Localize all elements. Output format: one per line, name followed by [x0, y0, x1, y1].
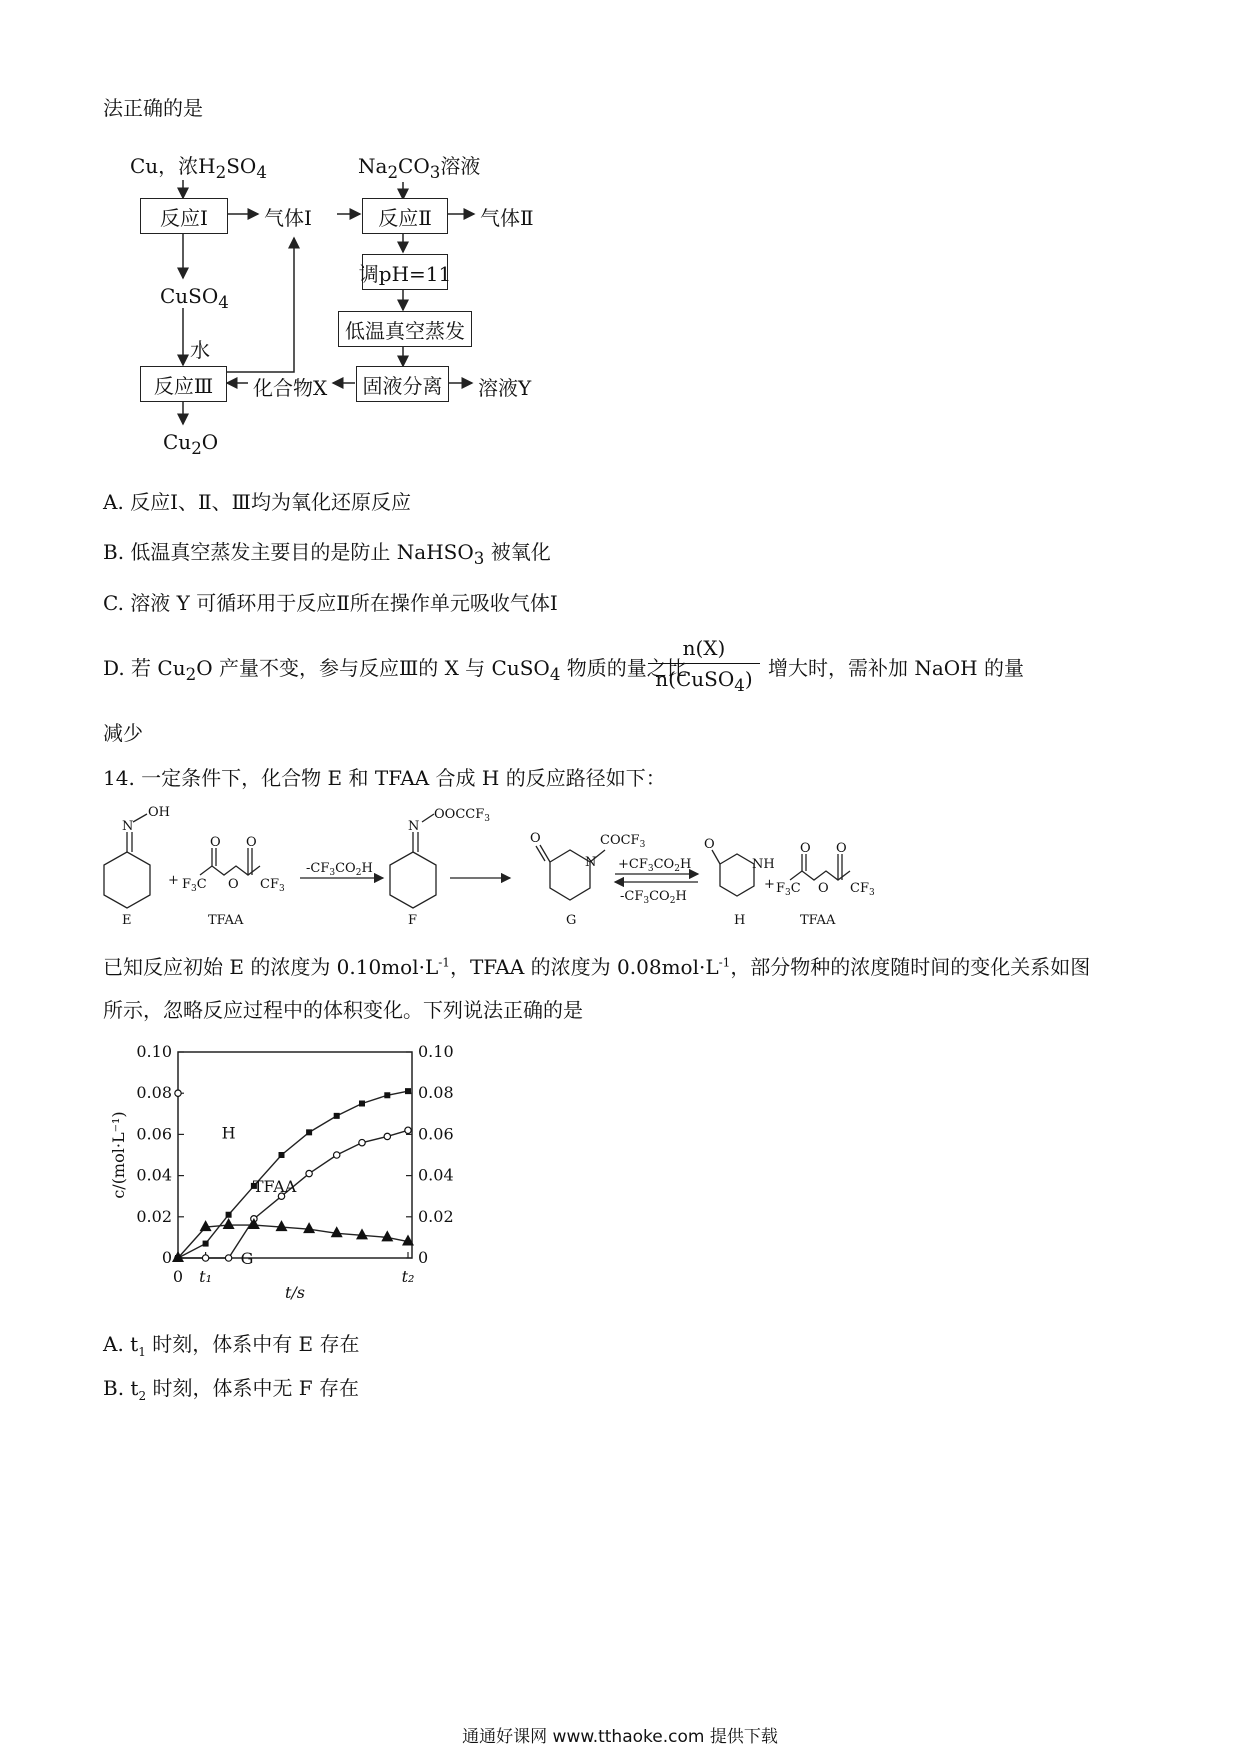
option-c: C. 溶液 Y 可循环用于反应Ⅱ所在操作单元吸收气体Ⅰ — [103, 591, 558, 615]
cu2o-label: $Cu_2O$ — [163, 430, 219, 458]
point-h — [279, 1152, 285, 1158]
y-tick-label-right: 0.10 — [418, 1042, 454, 1061]
fraction-bar — [648, 663, 760, 664]
piperidone-ring-g — [550, 850, 590, 900]
point-g — [248, 1218, 260, 1229]
scheme-eq-top: $+CF_3CO_2H$ — [618, 857, 692, 874]
x-tick-label: t₁ — [199, 1267, 213, 1286]
scheme-oocccf3: $OOCCF_3$ — [434, 807, 490, 824]
point-g — [381, 1230, 393, 1241]
scheme-cf3-2: $CF_3$ — [850, 881, 875, 898]
reaction-1-box: 反应Ⅰ — [140, 198, 228, 234]
ratio-fraction — [648, 636, 760, 695]
series-line-g — [178, 1225, 408, 1258]
scheme-label-e: E — [122, 913, 132, 928]
point-initial-tfaa — [175, 1090, 181, 1096]
evaporate-box: 低温真空蒸发 — [338, 311, 472, 347]
footer-watermark: 通通好课网 www.tthaoke.com 提供下载 — [462, 1727, 778, 1747]
y-tick-label-right: 0.02 — [418, 1206, 454, 1226]
fraction-numerator: n(X) — [682, 636, 726, 660]
y-tick-label-right: 0.08 — [418, 1083, 454, 1103]
question-14-stem: 14. 一定条件下，化合物 E 和 TFAA 合成 H 的反应路径如下： — [103, 766, 666, 790]
point-g — [356, 1228, 368, 1239]
point-tfaa — [202, 1255, 208, 1261]
series-label-tfaa: TFAA — [252, 1177, 297, 1197]
x-tick-label: 0 — [172, 1267, 184, 1286]
scheme-label-h: H — [734, 913, 746, 928]
solution-y-label: 溶液Y — [478, 376, 532, 400]
x-tick-label: t₂ — [401, 1267, 415, 1286]
adjust-ph-box: 调pH=11 — [362, 254, 448, 290]
input-cu-h2so4: Cu，浓$H_2SO_4$ — [130, 154, 267, 182]
point-g — [200, 1220, 212, 1231]
y-tick-label-left: 0.06 — [136, 1124, 172, 1144]
cuso4-label: CuSO$_4$ — [160, 284, 229, 312]
separate-box: 固液分离 — [356, 366, 449, 402]
scheme-o-top-4: O — [836, 841, 847, 856]
fraction-denominator: n(CuSO$_4$) — [655, 667, 753, 695]
scheme-o-top-2: O — [246, 835, 257, 850]
point-tfaa — [306, 1170, 312, 1176]
x-axis-label: t/s — [284, 1283, 306, 1302]
scheme-label-f: F — [408, 913, 418, 928]
scheme-arrow1-label: $-CF_3CO_2H$ — [306, 861, 373, 878]
option-d-continued: 减少 — [103, 721, 143, 745]
scheme-nh: NH — [752, 857, 775, 872]
scheme-o-h: O — [704, 837, 715, 852]
y-tick-label-left: 0.10 — [136, 1042, 172, 1061]
point-g — [331, 1226, 343, 1237]
scheme-label-tfaa-2: TFAA — [800, 913, 836, 928]
scheme-label-g: G — [566, 913, 577, 928]
y-tick-label-left: 0 — [161, 1248, 172, 1267]
scheme-n-e: N — [122, 819, 134, 834]
scheme-o-bridge-2: O — [818, 881, 829, 896]
point-tfaa — [384, 1133, 390, 1139]
y-tick-label-left: 0.02 — [136, 1206, 172, 1226]
y-tick-label-right: 0 — [418, 1248, 429, 1267]
series-label-g: G — [240, 1249, 254, 1269]
scheme-eq-bottom: $-CF_3CO_2H$ — [620, 889, 687, 906]
scheme-cf3-1: $CF_3$ — [260, 877, 285, 894]
gas-1-label: 气体Ⅰ — [264, 206, 312, 230]
water-label: 水 — [190, 338, 210, 362]
scheme-plus-2: + — [764, 877, 775, 892]
reaction-3-box: 反应Ⅲ — [140, 366, 227, 402]
point-tfaa — [334, 1152, 340, 1158]
point-h — [405, 1088, 411, 1094]
scheme-f3c-1: $F_3C$ — [182, 877, 207, 894]
gas-2-label: 气体Ⅱ — [480, 206, 534, 230]
option-a: A. 反应Ⅰ、Ⅱ、Ⅲ均为氧化还原反应 — [103, 490, 411, 514]
option-14-a: A. $t_1$ 时刻，体系中有 E 存在 — [103, 1332, 360, 1359]
scheme-f3c-2: $F_3C$ — [776, 881, 801, 898]
scheme-n-g: N — [585, 855, 597, 870]
option-d-tail: 增大时，需补加 NaOH 的量 — [768, 656, 1024, 680]
y-tick-label-left: 0.04 — [136, 1165, 172, 1185]
point-g — [276, 1220, 288, 1231]
scheme-plus-1: + — [168, 873, 179, 888]
point-tfaa — [359, 1139, 365, 1145]
input-na2co3: $Na_2CO_3$溶液 — [358, 154, 481, 182]
y-tick-label-left: 0.08 — [136, 1083, 172, 1103]
scheme-o-top-3: O — [800, 841, 811, 856]
scheme-label-tfaa-1: TFAA — [208, 913, 244, 928]
reaction-scheme — [100, 800, 900, 940]
option-b: B. 低温真空蒸发主要目的是防止 NaHSO$_3$ 被氧化 — [103, 540, 551, 568]
concentration-chart — [100, 1040, 520, 1310]
reaction-2-box: 反应Ⅱ — [362, 198, 448, 234]
point-h — [226, 1212, 232, 1218]
point-h — [384, 1092, 390, 1098]
compound-x-label: 化合物X — [253, 376, 328, 400]
scheme-o-g: O — [530, 831, 541, 846]
y-tick-label-right: 0.06 — [418, 1124, 454, 1144]
scheme-o-top-1: O — [210, 835, 221, 850]
point-h — [334, 1113, 340, 1119]
point-tfaa — [405, 1127, 411, 1133]
point-h — [359, 1101, 365, 1107]
intro-text: 法正确的是 — [103, 96, 203, 120]
piperidone-ring-h — [720, 854, 754, 896]
point-g — [303, 1222, 315, 1233]
point-tfaa — [225, 1255, 231, 1261]
option-d: D. 若 $Cu_2O$ 产量不变，参与反应Ⅲ的 X 与 CuSO$_4$ 物质的量之比 — [103, 656, 687, 684]
scheme-oh: OH — [148, 805, 170, 820]
cyclohexane-ring-f — [390, 852, 436, 908]
scheme-o-bridge-1: O — [228, 877, 239, 892]
cyclohexane-ring-e — [104, 852, 150, 908]
point-h — [203, 1241, 209, 1247]
question-14-info-line2: 所示，忽略反应过程中的体积变化。下列说法正确的是 — [103, 998, 583, 1022]
series-label-h: H — [221, 1123, 236, 1143]
point-h — [306, 1129, 312, 1135]
option-14-b: B. $t_2$ 时刻，体系中无 F 存在 — [103, 1376, 360, 1403]
y-axis-label: c/(mol·L⁻¹) — [109, 1111, 128, 1199]
series-line-h — [178, 1091, 408, 1258]
y-tick-label-right: 0.04 — [418, 1165, 454, 1185]
question-14-info-line1: 已知反应初始 E 的浓度为 $0.10mol\cdot L^{-1}$，TFAA 的浓度为 $0.08mol\cdot L^{-1}$，部分物种的浓度随时间的变化关系如图 — [103, 955, 1091, 979]
scheme-cocf3: $COCF_3$ — [600, 833, 646, 850]
scheme-n-f: N — [408, 819, 420, 834]
